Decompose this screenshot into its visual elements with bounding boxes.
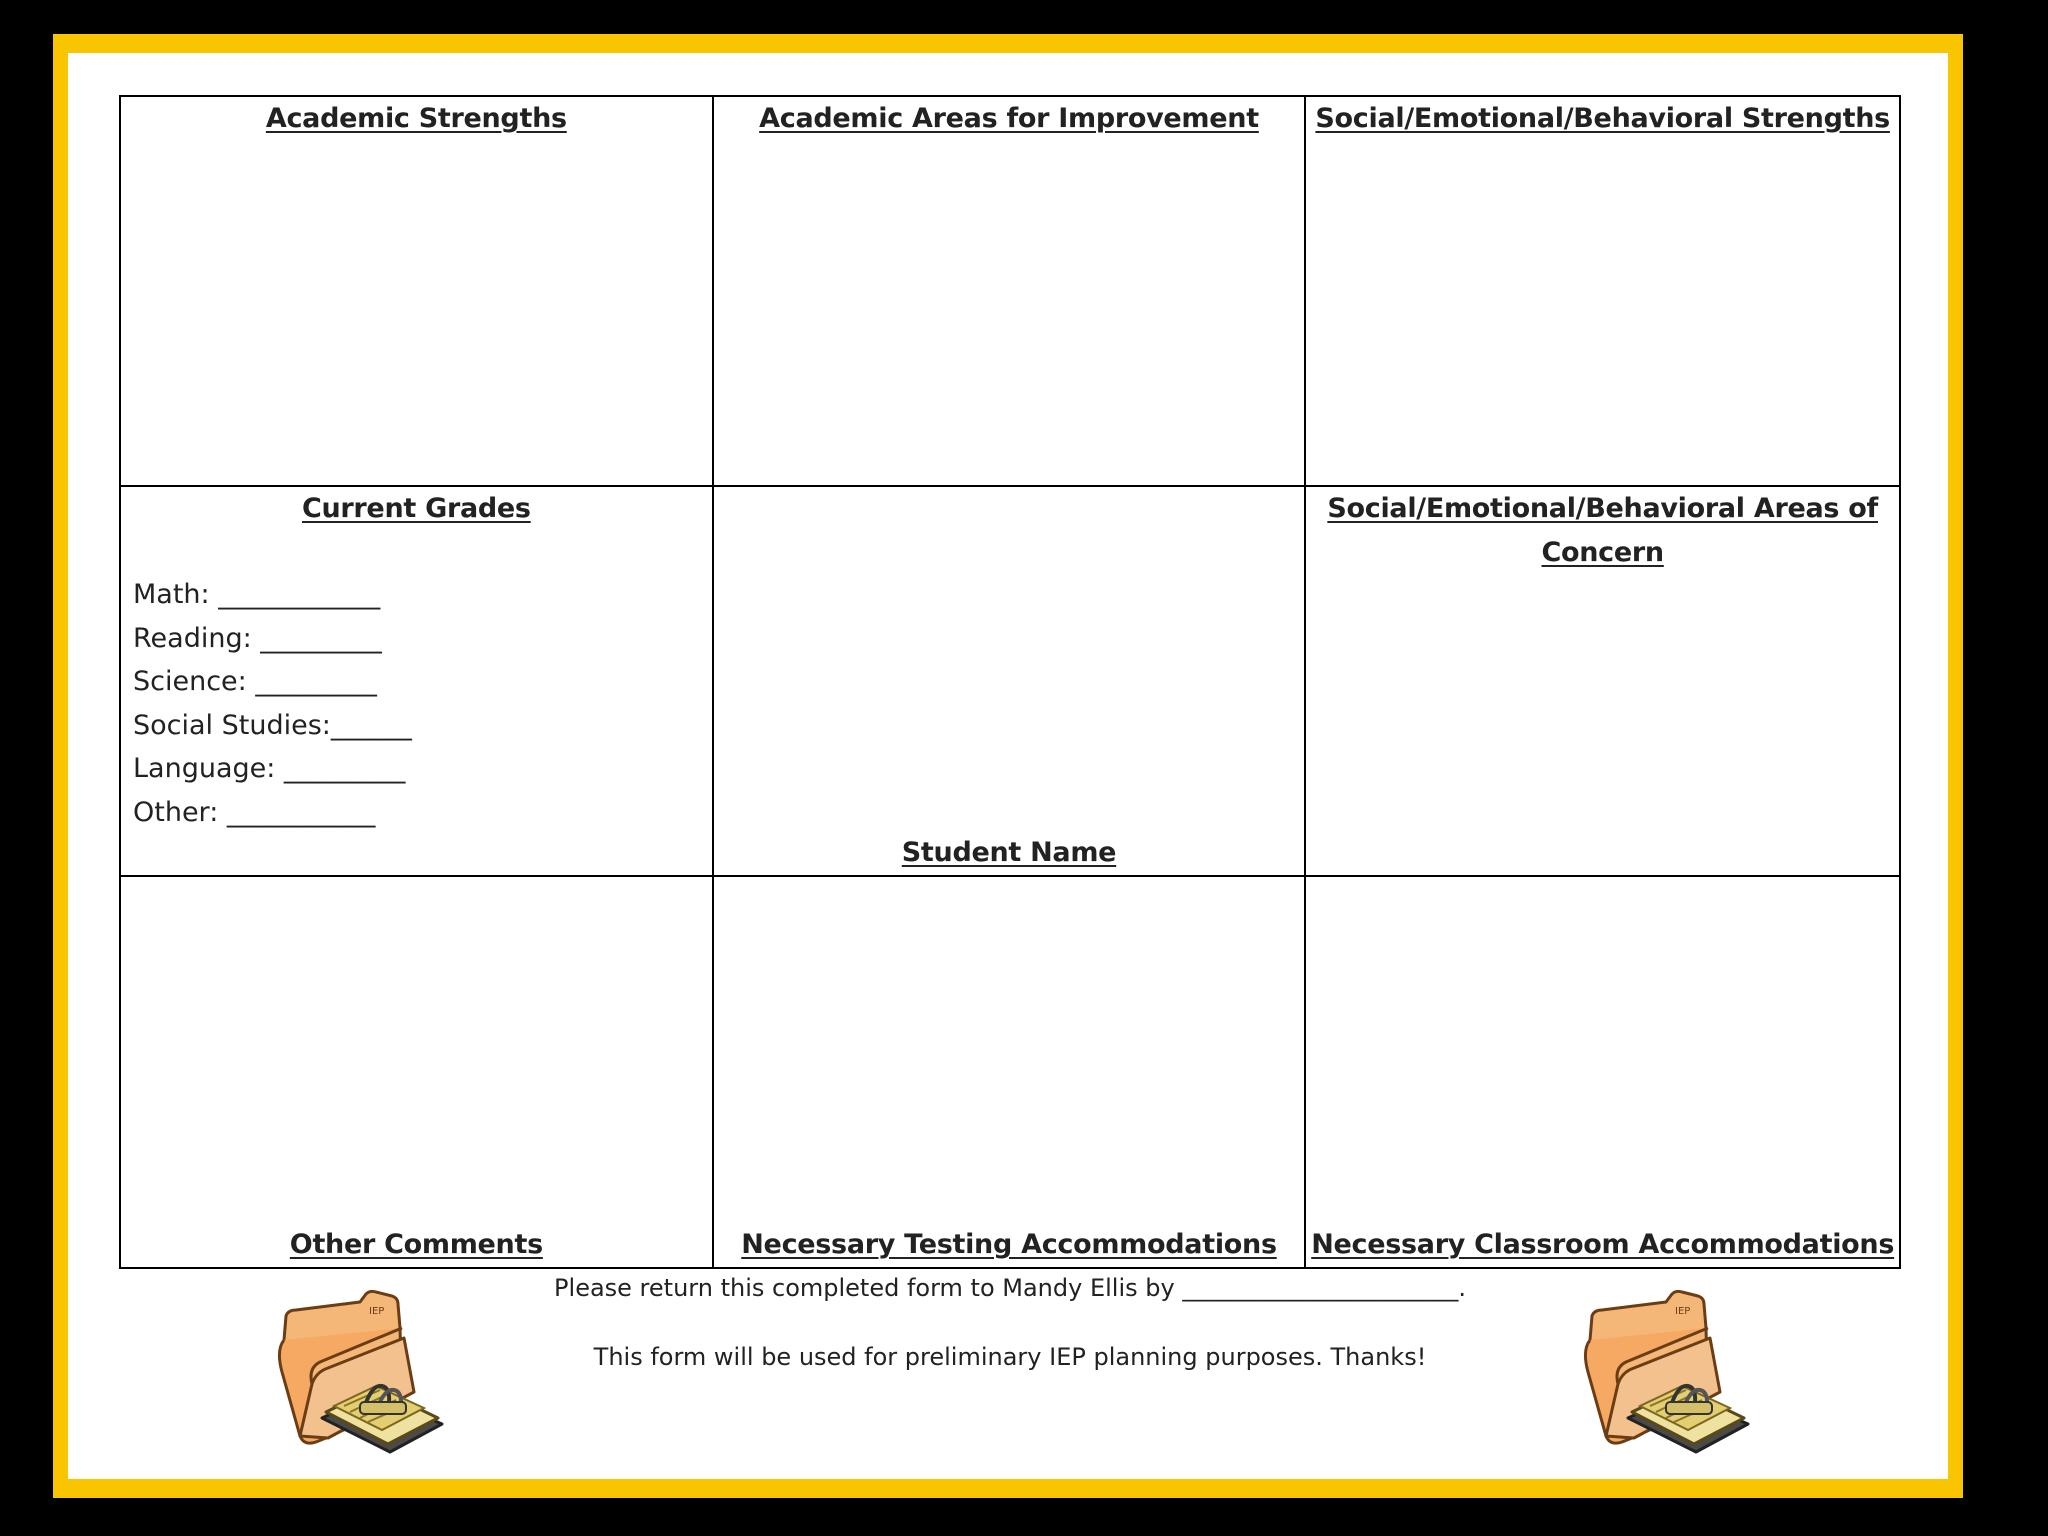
grade-other[interactable]: Other: ___________: [133, 796, 376, 828]
academic-improvement-cell[interactable]: [714, 97, 1307, 487]
academic-improvement-heading: Academic Areas for Improvement: [759, 103, 1259, 134]
classroom-accommodations-cell[interactable]: [1306, 877, 1899, 1267]
iep-folder-icon: [264, 1288, 464, 1458]
grade-language[interactable]: Language: _________: [133, 753, 406, 784]
student-name-heading: Student Name: [901, 837, 1117, 868]
grade-math[interactable]: Math: ____________: [133, 579, 381, 610]
current-grades-cell[interactable]: [121, 487, 714, 877]
grade-social-studies[interactable]: Social Studies:______: [133, 709, 412, 741]
classroom-accommodations-heading: Necessary Classroom Accommodations: [1311, 1229, 1895, 1260]
testing-accommodations-cell[interactable]: [714, 877, 1307, 1267]
iep-folder-label: IEP: [1675, 1306, 1691, 1317]
purpose-note: This form will be used for preliminary IEP planning purposes. Thanks!: [593, 1343, 1427, 1371]
seb-strengths-cell[interactable]: [1306, 97, 1899, 487]
return-instructions: Please return this completed form to Mandy Ellis by _______________________.: [554, 1274, 1466, 1302]
other-comments-heading: Other Comments: [289, 1229, 543, 1260]
academic-strengths-heading: Academic Strengths: [265, 103, 567, 134]
iep-planning-grid: [119, 95, 1901, 1269]
seb-concerns-heading: Social/Emotional/Behavioral Areas of Concern: [1327, 493, 1878, 568]
grade-reading[interactable]: Reading: _________: [133, 622, 382, 654]
grade-science[interactable]: Science: _________: [133, 666, 377, 697]
seb-strengths-heading: Social/Emotional/Behavioral Strengths: [1315, 103, 1890, 134]
current-grades-heading: Current Grades: [301, 493, 531, 524]
academic-strengths-cell[interactable]: [121, 97, 714, 487]
iep-folder-label: IEP: [369, 1306, 385, 1317]
seb-concerns-cell[interactable]: [1306, 487, 1899, 877]
testing-accommodations-heading: Necessary Testing Accommodations: [741, 1229, 1277, 1260]
student-name-cell[interactable]: [714, 487, 1307, 877]
grades-list: [133, 573, 412, 834]
other-comments-cell[interactable]: [121, 877, 714, 1267]
iep-folder-icon: [1570, 1288, 1770, 1458]
